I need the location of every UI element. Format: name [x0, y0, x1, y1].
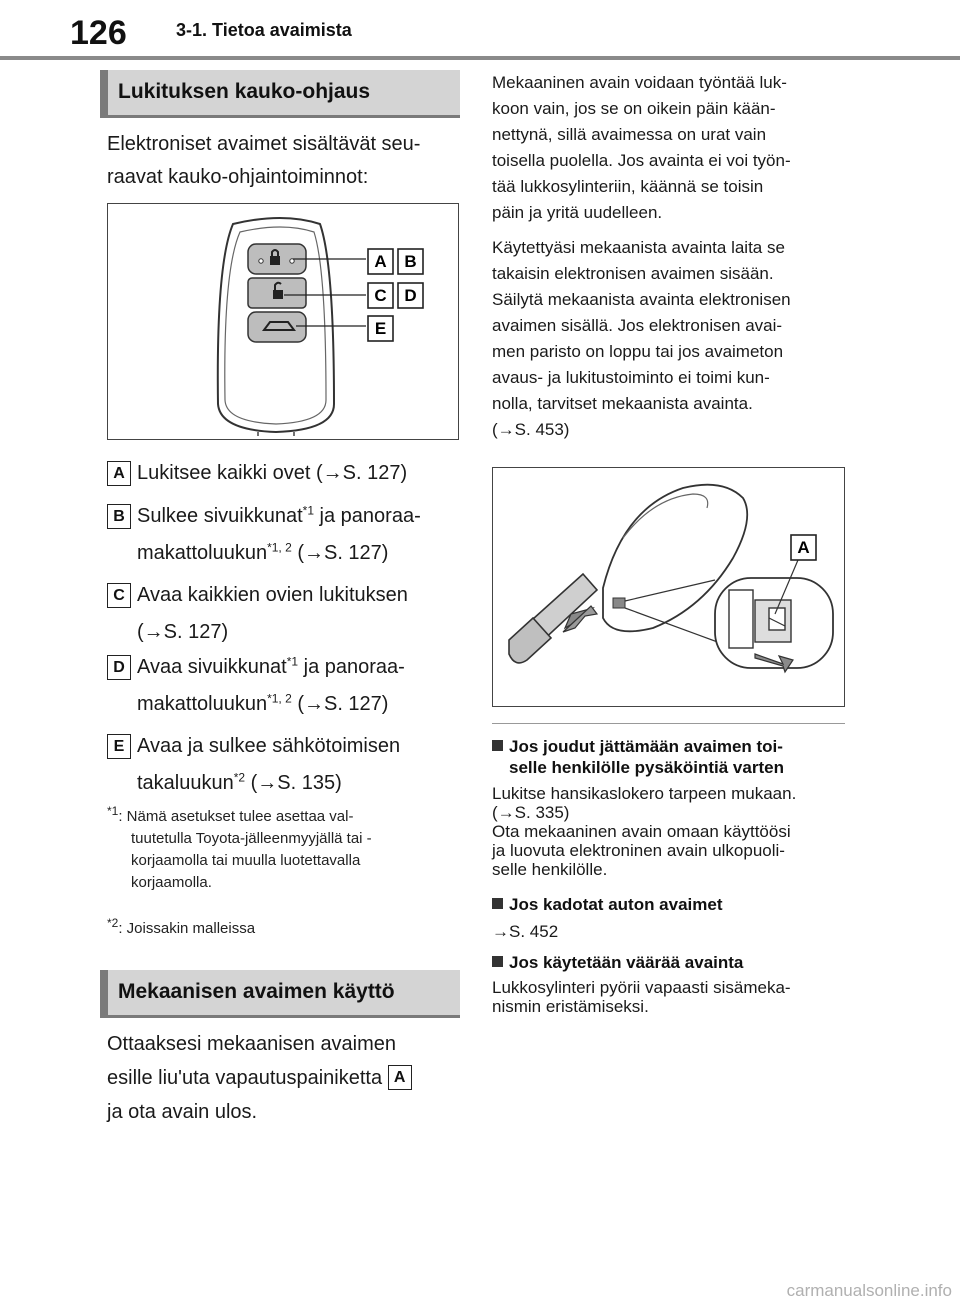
section-heading-mechanical: [100, 970, 460, 1018]
figure-label-c: C: [374, 286, 387, 305]
mechanical-key-text: Ottaaksesi mekaanisen avaimen esille liu'uta vapautuspainiketta A ja ota avain ulos.: [107, 1027, 412, 1129]
subheading-wrong-key: Jos käytetään väärää avainta: [492, 952, 743, 973]
mechanical-key-paragraph: Mekaaninen avain voidaan työntää luk- koon vain, jos se on oikein päin kään- nettynä, sillä avaimessa on urat vain toisella puolella. Jos avainta ei voi työn- tää lukkosylinteriin, käännä se toisin päin ja yritä uudelleen.: [492, 73, 791, 222]
badge-a: A: [388, 1065, 412, 1090]
intro-line: raavat kauko-ohjaintoiminnot:: [107, 166, 369, 188]
chapter-title: 3-1. Tietoa avaimista: [176, 20, 352, 40]
figure-label-a: A: [797, 538, 810, 557]
intro-line: Elektroniset avaimet sisältävät seu-: [107, 133, 421, 155]
list-item-text: Avaa kaikkien ovien lukituksen: [137, 584, 408, 606]
list-item-text: (→S. 127): [137, 621, 229, 643]
badge-e: E: [107, 734, 131, 759]
mechanical-key-illustration: [493, 468, 844, 706]
section-heading-text: Mekaanisen avaimen käyttö: [118, 980, 395, 1003]
badge-a: A: [107, 461, 131, 486]
storage-paragraph: Käytettyäsi mekaanista avainta laita se takaisin elektronisen avaimen sisään. Säilytä mekaanista avainta elektronisen avaimen sisällä. Jos elektronisen avai- men paristo on loppu tai jos avaimeton avaus- ja lukitustoiminto ei toimi kun- nolla, tarvitset mekaanista avainta. (→S. 453): [492, 238, 791, 439]
watermark: carmanualsonline.info: [786, 1281, 952, 1300]
square-bullet-icon: [492, 956, 503, 967]
figure-label-a: A: [374, 252, 387, 271]
list-item-text: Avaa ja sulkee sähkötoimisen: [137, 735, 401, 757]
badge-d: D: [107, 655, 131, 680]
list-item-text: Avaa sivuikkunat$^{*1}$ ja panoraa-: [137, 654, 405, 678]
list-item-text: makattoluukun$^{*1, 2}$ (→S. 127): [137, 540, 389, 564]
page-number: 126: [70, 14, 127, 52]
key-fob-illustration: [108, 204, 458, 439]
subheading-valet: Jos joudut jättämään avaimen toi- selle henkilölle pysäköintiä varten: [492, 736, 784, 778]
lost-keys-body: →S. 452: [492, 922, 559, 941]
list-item-text: Lukitsee kaikki ovet (→S. 127): [137, 462, 408, 484]
badge-c: C: [107, 583, 131, 608]
intro-text: [107, 128, 420, 194]
divider: [492, 723, 845, 724]
wrong-key-body: Lukkosylinteri pyörii vapaasti sisämeka- nismin eristämiseksi.: [492, 978, 791, 1016]
list-item-text: Sulkee sivuikkunat$^{*1}$ ja panoraa-: [137, 503, 421, 527]
footnote-1: $^{*1}$: Nämä asetukset tulee asettaa val- tuutetulla Toyota-jälleenmyyjällä tai - korjaamolla tai muulla luotettavalla korjaamolla.: [107, 804, 372, 891]
subheading-lost-keys: Jos kadotat auton avaimet: [492, 894, 723, 915]
badge-b: B: [107, 504, 131, 529]
section-heading-remote: [100, 70, 460, 118]
figure-label-e: E: [374, 319, 387, 338]
square-bullet-icon: [492, 898, 503, 909]
mechanical-key-figure: [492, 467, 845, 707]
valet-body: Lukitse hansikaslokero tarpeen mukaan. (→S. 335) Ota mekaaninen avain omaan käyttöösi ja luovuta elektroninen avain ulkopuoli- selle henkilölle.: [492, 784, 797, 879]
list-item-text: makattoluukun$^{*1, 2}$ (→S. 127): [137, 691, 389, 715]
header-rule: [0, 56, 960, 60]
square-bullet-icon: [492, 740, 503, 751]
list-item-text: takaluukun$^{*2}$ (→S. 135): [137, 770, 342, 794]
section-heading-text: Lukituksen kauko-ohjaus: [118, 80, 371, 103]
footnote-2: $^{*2}$: Joissakin malleissa: [107, 916, 256, 937]
figure-label-d: D: [404, 286, 417, 305]
key-fob-figure: [107, 203, 459, 440]
figure-label-b: B: [404, 252, 417, 271]
